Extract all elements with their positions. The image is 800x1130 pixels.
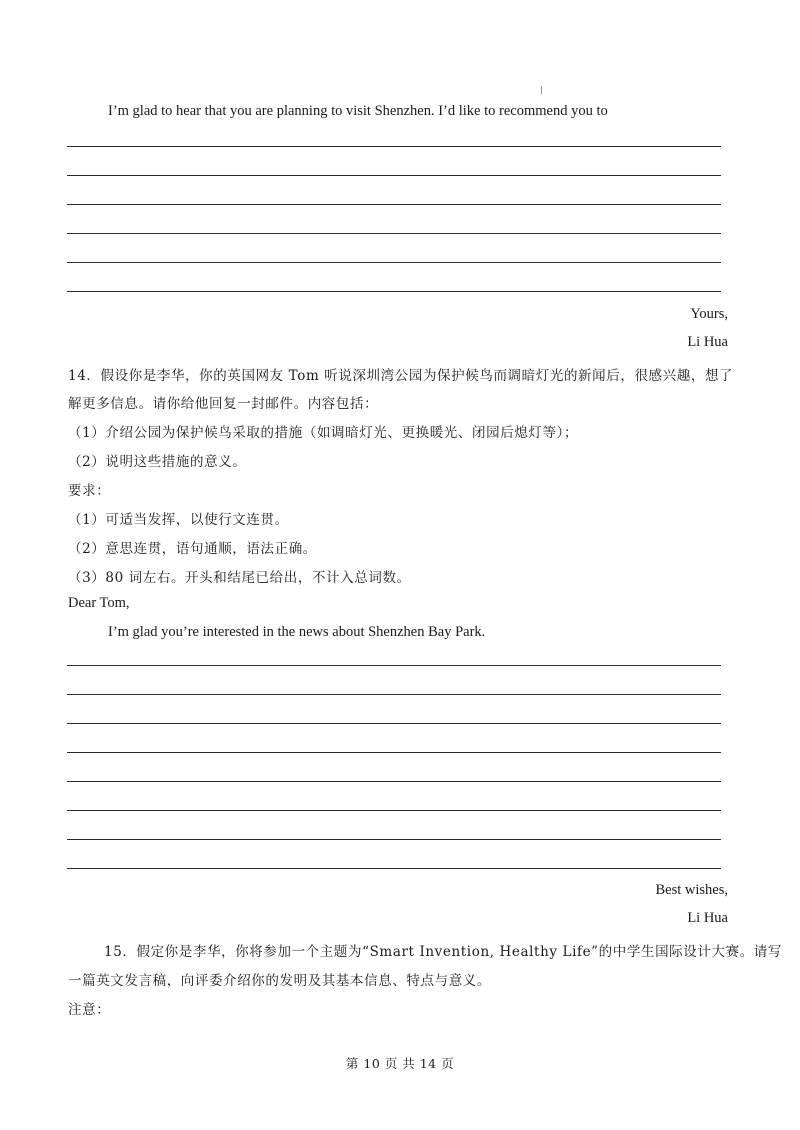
writing-line <box>67 752 721 753</box>
q14-content-item: （1）介绍公园为保护候鸟采取的措施（如调暗灯光、更换暖光、闭园后熄灯等）； <box>68 425 579 441</box>
q14-closing: Best wishes, <box>655 882 728 898</box>
letter1-signature: Li Hua <box>687 334 728 350</box>
writing-line <box>67 868 721 869</box>
q14-salutation: Dear Tom, <box>68 595 130 611</box>
writing-line <box>67 839 721 840</box>
q14-requirement: （3）80 词左右。开头和结尾已给出，不计入总词数。 <box>68 570 411 586</box>
writing-line <box>67 204 721 205</box>
writing-line <box>67 810 721 811</box>
letter1-opening: I’m glad to hear that you are planning to visit Shenzhen. I’d like to recommend you to <box>108 103 608 119</box>
writing-line <box>67 291 721 292</box>
writing-line <box>67 723 721 724</box>
q15-prompt-line1: 15．假定你是李华，你将参加一个主题为“Smart Invention, Healthy Life”的中学生国际设计大赛。请写 <box>104 944 782 960</box>
letter1-closing: Yours, <box>690 306 728 322</box>
writing-line <box>67 781 721 782</box>
writing-line <box>67 262 721 263</box>
writing-line <box>67 146 721 147</box>
q14-requirements-label: 要求： <box>68 483 111 499</box>
writing-line <box>67 175 721 176</box>
scan-mark <box>541 86 542 94</box>
writing-line <box>67 233 721 234</box>
q14-content-item: （2）说明这些措施的意义。 <box>68 454 247 470</box>
q15-note-label: 注意： <box>68 1002 111 1018</box>
q14-requirement: （1）可适当发挥，以使行文连贯。 <box>68 512 289 528</box>
q14-signature: Li Hua <box>687 910 728 926</box>
page-number: 第 10 页 共 14 页 <box>345 1056 455 1071</box>
q14-prompt-line1: 14．假设你是李华，你的英国网友 Tom 听说深圳湾公园为保护候鸟而调暗灯光的新闻后，很感兴趣，想了 <box>68 368 734 384</box>
writing-line <box>67 694 721 695</box>
q14-prompt-line2: 解更多信息。请你给他回复一封邮件。内容包括： <box>68 396 379 412</box>
q14-opening: I’m glad you’re interested in the news about Shenzhen Bay Park. <box>108 624 486 640</box>
q15-prompt-line2: 一篇英文发言稿，向评委介绍你的发明及其基本信息、特点与意义。 <box>68 973 491 989</box>
q14-requirement: （2）意思连贯，语句通顺，语法正确。 <box>68 541 317 557</box>
writing-line <box>67 665 721 666</box>
